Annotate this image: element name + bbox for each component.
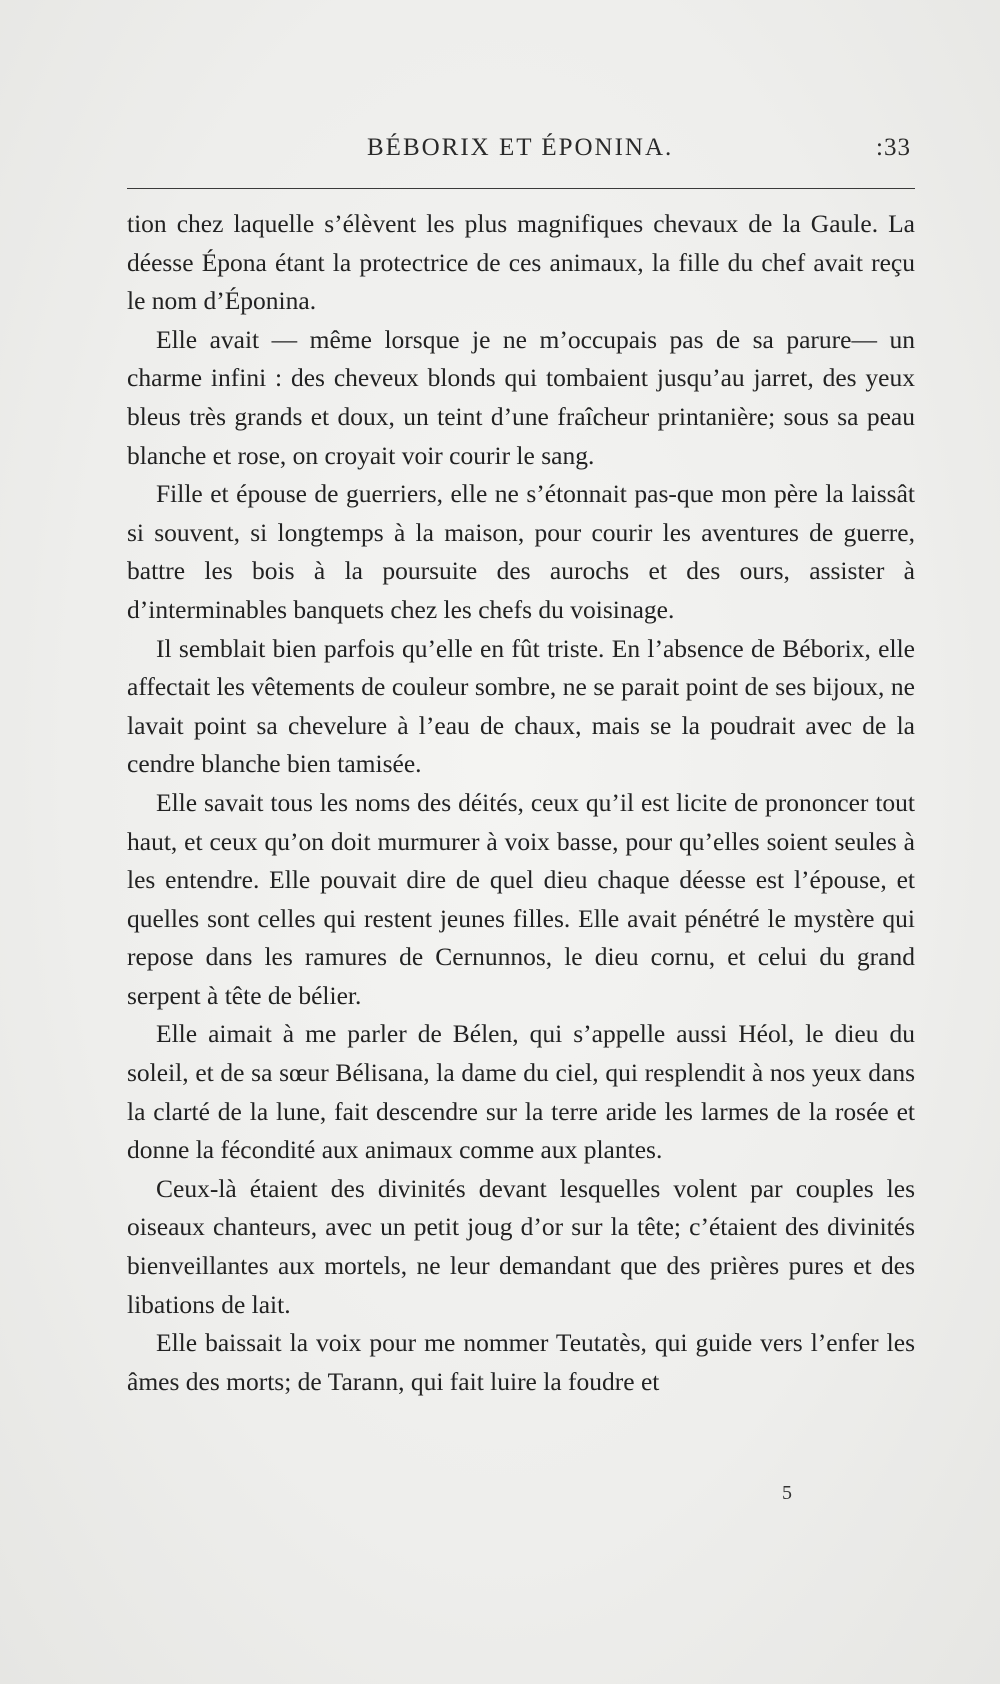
paragraph: Elle savait tous les noms des déités, ceux qu’il est licite de prononcer tout haut, et ceux qu’on doit murmurer à voix basse, pour qu’elles soient seules à les entendre. Elle pouvait dire de quel dieu chaque déesse est l’épouse, et quelles sont celles qui restent jeunes filles. Elle avait pénétré le mystère qui repose dans les ramures de Cernunnos, le dieu cornu, et celui du grand serpent à tête de bélier. bbox=[127, 787, 915, 1010]
paragraph: Elle aimait à me parler de Bélen, qui s’appelle aussi Héol, le dieu du soleil, et de sa sœur Bélisana, la dame du ciel, qui resplendit à nos yeux dans la clarté de la lune, fait descendre sur la terre aride les larmes de la rosée et donne la fécondité aux animaux comme aux plantes. bbox=[127, 1019, 915, 1165]
running-title: BÉBORIX ET ÉPONINA. bbox=[367, 134, 674, 161]
paragraph: Elle avait — même lorsque je ne m’occupais pas de sa parure— un charme infini : des cheveux blonds qui tombaient jusqu’au jarret, des yeux bleus très grands et doux, un teint d’une fraîcheur printanière; sous sa peau blanche et rose, on croyait voir courir le sang. bbox=[127, 324, 915, 470]
paragraph: Il semblait bien parfois qu’elle en fût triste. En l’absence de Béborix, elle affectait les vêtements de couleur sombre, ne se parait point de ses bijoux, ne lavait point sa chevelure à l’eau de chaux, mais se la poudrait avec de la cendre blanche bien tamisée. bbox=[127, 633, 915, 779]
page-number: :33 bbox=[876, 134, 911, 161]
paragraph: Elle baissait la voix pour me nommer Teutatès, qui guide vers l’enfer les âmes des morts; de Tarann, qui fait luire la foudre et bbox=[127, 1328, 915, 1396]
header-rule bbox=[127, 188, 915, 189]
paragraph: tion chez laquelle s’élèvent les plus magnifiques chevaux de la Gaule. La déesse Épona étant la protectrice de ces animaux, la fille du chef avait reçu le nom d’Éponina. bbox=[127, 209, 915, 316]
paragraph: Ceux-là étaient des divinités devant lesquelles volent par couples les oiseaux chanteurs, avec un petit joug d’or sur la tête; c’étaient des divinités bienveillantes aux mortels, ne leur demandant que des prières pures et des libations de lait. bbox=[127, 1173, 915, 1319]
signature-mark: 5 bbox=[782, 1482, 792, 1504]
page-header bbox=[127, 130, 915, 170]
body-text bbox=[127, 205, 915, 1401]
paragraph: Fille et épouse de guerriers, elle ne s’étonnait pas‑que mon père la laissât si souvent, si longtemps à la maison, pour courir les aventures de guerre, battre les bois à la poursuite des aurochs et des ours, assister à d’interminables banquets chez les chefs du voisinage. bbox=[127, 479, 915, 624]
